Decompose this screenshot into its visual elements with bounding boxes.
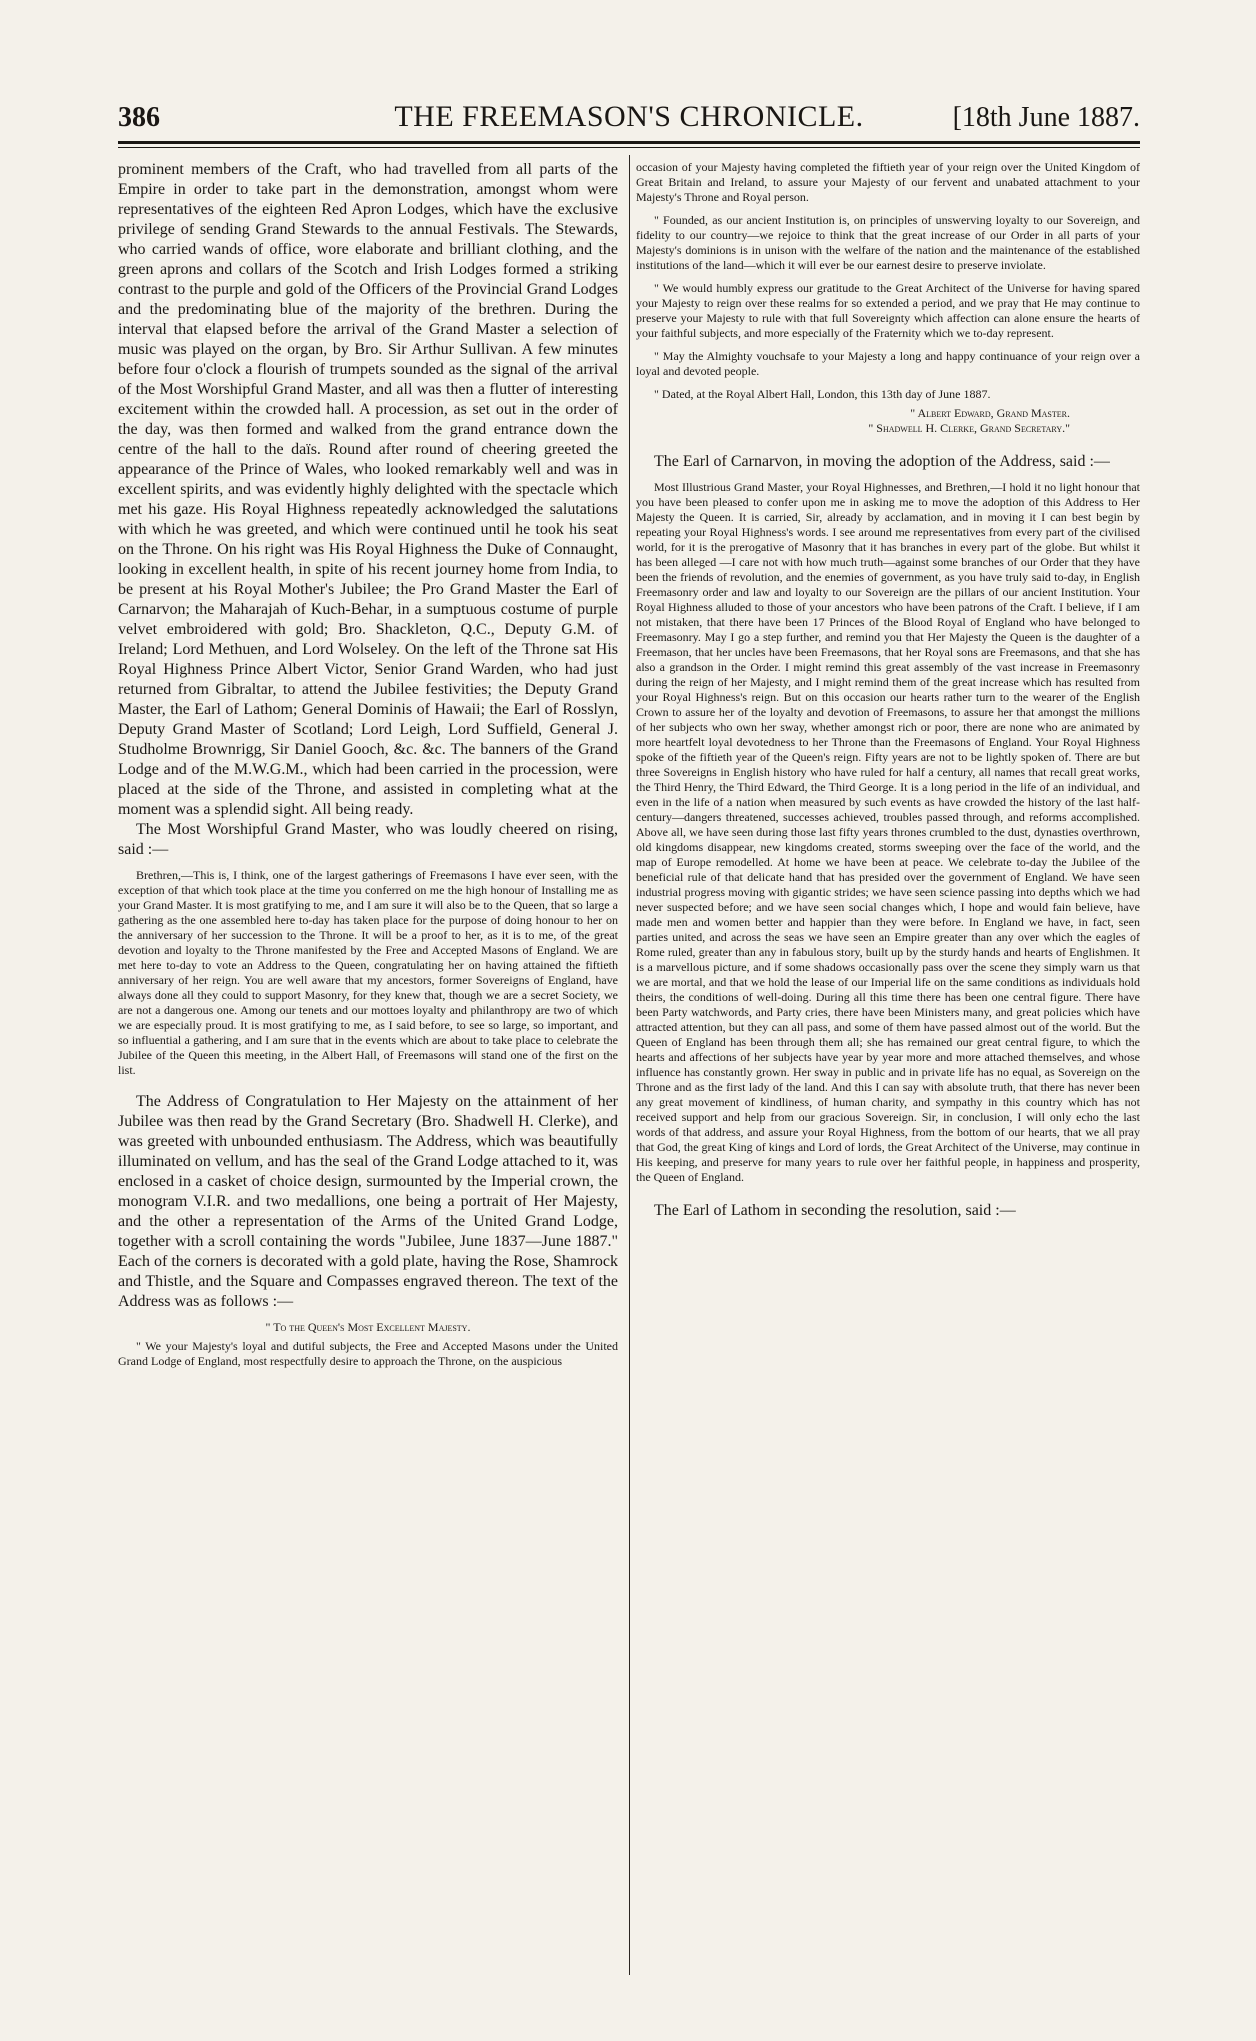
left-column <box>118 160 618 1369</box>
page-number: 386 <box>118 102 160 133</box>
column-divider <box>629 155 630 1975</box>
address-paragraph: " Dated, at the Royal Albert Hall, London, this 13th day of June 1887. <box>654 387 991 401</box>
address-paragraph: " May the Almighty vouchsafe to your Majesty a long and happy continuance of your reign over a loyal and devoted people. <box>636 349 1140 378</box>
issue-date: [18th June 1887. <box>952 102 1140 133</box>
header-rule-thick <box>118 141 1140 144</box>
address-paragraph: occasion of your Majesty having completed the fiftieth year of your reign over the United Kingdom of Great Britain and Ireland, to assure your Majesty of our fervent and unabated attachment to your Majesty's Throne and Royal person. <box>636 160 1140 204</box>
article-paragraph: The Address of Congratulation to Her Majesty on the attainment of her Jubilee was then read by the Grand Secretary (Bro. Shadwell H. Clerke), and was greeted with unbounded enthusiasm. The Address, which was beautifully illuminated on vellum, and has the seal of the Grand Lodge attached to it, was enclosed in a casket of choice design, surmounted by the Imperial crown, the monogram V.I.R. and two medallions, one being a portrait of Her Majesty, and the other a representation of the Arms of the United Grand Lodge, together with a scroll containing the words "Jubilee, June 1837—June 1887." Each of the corners is decorated with a gold plate, having the Rose, Shamrock and Thistle, and the Square and Compasses engraved thereon. The text of the Address was as follows :— <box>118 1093 618 1310</box>
signature-grand-master: " Albert Edward, Grand Master. <box>910 406 1070 420</box>
masthead <box>118 96 1140 140</box>
speech-grand-master: Brethren,—This is, I think, one of the largest gatherings of Freemasons I have ever seen, with the exception of that which took place at the time you conferred on me the high honour of Installing me as your Grand Master. It is most gratifying to me, and I am sure it will also be to the Queen, that so large a gathering as the one assembled here to-day has taken place for the purpose of doing honour to her on the anniversary of her succession to the Throne. It will be a proof to her, as it is to me, of the great devotion and loyalty to the Throne manifested by the Free and Accepted Masons of England. We are met here to-day to vote an Address to the Queen, congratulating her on having attained the fiftieth anniversary of her reign. You are well aware that my ancestors, former Sovereigns of England, have always done all they could to support Masonry, for they knew that, though we are a secret Society, we are not a dangerous one. Among our tenets and our mottoes loyalty and philanthropy are two of which we are especially proud. It is most gratifying to me, as I said before, to see so large, so important, and so influential a gathering, and I am sure that in the events which are about to take place to celebrate the Jubilee of the Queen this meeting, in the Albert Hall, of Freemasons will stand one of the first on the list. <box>118 868 618 1077</box>
speech-carnarvon: Most Illustrious Grand Master, your Royal Highnesses, and Brethren,—I hold it no light honour that you have been pleased to confer upon me in asking me to move the adoption of this Address to Her Majesty the Queen. It is carried, Sir, already by acclamation, and in moving it I can best begin by repeating your Royal Highness's words. I see around me representatives from every part of the civilised world, for it is the prerogative of Masonry that it has branches in every part of the globe. But whilst it has been alleged —I care not with how much truth—against some branches of our Order that they have been the friends of revolution, and the enemies of government, as you have truly said to-day, in English Freemasonry order and law and loyalty to our Sovereign are the pillars of our ancient Institution. Your Royal Highness alluded to those of your ancestors who have been patrons of the Craft. I believe, if I am not mistaken, that there have been 17 Princes of the Blood Royal of England who have belonged to Freemasonry. May I go a step further, and remind you that Her Majesty the Queen is the daughter of a Freemason, that her uncles have been Freemasons, that her Royal sons are Freemasons, and that she has also a grandson in the Order. I might remind this great assembly of the vast increase in Freemasonry during the reign of her Majesty, and I might remind them of the great increase which has resulted from your Royal Highness's reign. But on this occasion our hearts rather turn to the wearer of the English Crown to assure her of the loyalty and devotion of Freemasons, to assure her that amongst the millions of her subjects who own her sway, whether amongst rich or poor, there are none who are animated by more heartfelt loyal devotedness to her Throne than the Freemasons of England. Your Royal Highness spoke of the fiftieth year of the Queen's reign. Fifty years are not to be lightly spoken of. There are but three Sovereigns in English history who have ruled for half a century, all names that recall great works, the Third Henry, the Third Edward, the Third George. It is a long period in the life of an individual, and even in the life of a nation when measured by such events as have crowded the history of the last half-century—dangers threatened, successes achieved, troubles passed through, and reforms accomplished. Above all, we have seen during those last fifty years thrones crumbled to the dust, dynasties overthrown, old kingdoms disappear, new kingdoms created, storms sweeping over the face of the world, and the map of Europe remodelled. At home we have been at peace. We celebrate to-day the Jubilee of the beneficial rule of that delicate hand that has presided over the government of England. We have seen industrial progress moving with gigantic strides; we have seen science passing into depths which we had never suspected before; and we have seen social changes which, I hope and would fain believe, have made men and women better and happier than they were before. In England we have, in fact, seen parties united, and across the seas we have seen an Empire greater than any over which the eagles of Rome ruled, greater than any in fabulous story, built up by the sturdy hands and hearts of Englishmen. It is a marvellous picture, and if some shadows occasionally pass over the scene they simply warn us that we are mortal, and that we hold the lease of our Imperial life on the same conditions as individuals hold theirs, the conditions of well-doing. During all this time there has been one central figure. There have been Party watchwords, and Party cries, there have been Ministers many, and great policies which have attracted attention, but they can all pass, and some of them have passed almost out of the world. But the Queen of England has been through them all; she has remained our great central figure, to which the hearts and affections of her subjects have year by year more and more attached themselves, and whose influence has constantly grown. Her sway in public and in private life has no equal, as Sovereign on the Throne and as the first lady of the land. And this I can say with absolute truth, that there has never been any great movement of kindliness, of human charity, and sympathy in this country which has not received support and help from our gracious Sovereign. Sir, in conclusion, I will only echo the last words of that address, and assure your Royal Highness, from the bottom of our hearts, that we all pray that God, the great King of kings and Lord of lords, the Great Architect of the Universe, may continue in His keeping, and preserve for many years to rule over her faithful people, in happiness and prosperity, the Queen of England. <box>636 480 1140 1184</box>
publication-title: THE FREEMASON'S CHRONICLE. <box>394 100 864 133</box>
signature-grand-secretary: " Shadwell H. Clerke, Grand Secretary." <box>868 421 1070 435</box>
carnarvon-intro: The Earl of Carnarvon, in moving the adoption of the Address, said :— <box>654 453 1110 470</box>
lathom-intro: The Earl of Lathom in seconding the resolution, said :— <box>654 1202 1016 1219</box>
address-paragraph: " Founded, as our ancient Institution is, on principles of unswerving loyalty to our Sovereign, and fidelity to our country—we rejoice to think that the great increase of our Order in all parts of your Majesty's dominions is in unison with the welfare of the nation and the maintenance of the established institutions of the land—which it will ever be our earnest desire to preserve inviolate. <box>636 213 1140 272</box>
right-column <box>636 160 1140 1221</box>
address-paragraph: " We would humbly express our gratitude to the Great Architect of the Universe for having spared your Majesty to reign over these realms for so extended a period, and we pray that He may continue to preserve your Majesty to rule with that full Sovereignty which affection can alone ensure the hearts of your faithful subjects, and more especially of the Fraternity which we to-day represent. <box>636 281 1140 340</box>
header-rule-thin <box>118 147 1140 148</box>
address-heading: " To the Queen's Most Excellent Majesty. <box>265 1320 471 1334</box>
article-paragraph: prominent members of the Craft, who had travelled from all parts of the Empire in order to take part in the demonstration, amongst whom were representatives of the eighteen Red Apron Lodges, which have the exclusive privilege of sending Grand Stewards to the annual Festivals. The Stewards, who carried wands of office, wore elaborate and brilliant clothing, and the green aprons and collars of the Scotch and Irish Lodges formed a striking contrast to the purple and gold of the Officers of the Provincial Grand Lodges and the predominating blue of the majority of the brethren. During the interval that elapsed before the arrival of the Grand Master a selection of music was played on the organ, by Bro. Sir Arthur Sullivan. A few minutes before four o'clock a flourish of trumpets sounded as the signal of the arrival of the Most Worshipful Grand Master, and all was then a flutter of interesting excitement within the crowded hall. A procession, as set out in the order of the day, was then formed and walked from the grand entrance down the centre of the hall to the daïs. Round after round of cheering greeted the appearance of the Prince of Wales, who looked remarkably well and was in excellent spirits, and was evidently highly delighted with the spectacle which met his gaze. His Royal Highness repeatedly acknowledged the salutations with which he was greeted, and which were continued until he took his seat on the Throne. On his right was His Royal Highness the Duke of Connaught, looking in excellent health, in spite of his recent journey home from India, to be present at his Royal Mother's Jubilee; the Pro Grand Master the Earl of Carnarvon; the Maharajah of Kuch-Behar, in a sumptuous costume of purple velvet embroidered with gold; Bro. Shackleton, Q.C., Deputy G.M. of Ireland; Lord Methuen, and Lord Wolseley. On the left of the Throne sat His Royal Highness Prince Albert Victor, Senior Grand Warden, who had just returned from Gibraltar, to attend the Jubilee festivities; the Deputy Grand Master, the Earl of Lathom; General Dominis of Hawaii; the Earl of Rosslyn, Deputy Grand Master of Scotland; Lord Leigh, Lord Suffield, General J. Studholme Brownrigg, Sir Daniel Gooch, &c. &c. The banners of the Grand Lodge and of the M.W.G.M., which had been carried in the procession, were placed at the side of the Throne, and assisted in completing what at the moment was a splendid sight. All being ready. <box>118 161 618 818</box>
article-paragraph: The Most Worshipful Grand Master, who was loudly cheered on rising, said :— <box>118 821 618 858</box>
address-paragraph: " We your Majesty's loyal and dutiful subjects, the Free and Accepted Masons under the United Grand Lodge of England, most respectfully desire to approach the Throne, on the auspicious <box>118 1339 618 1368</box>
